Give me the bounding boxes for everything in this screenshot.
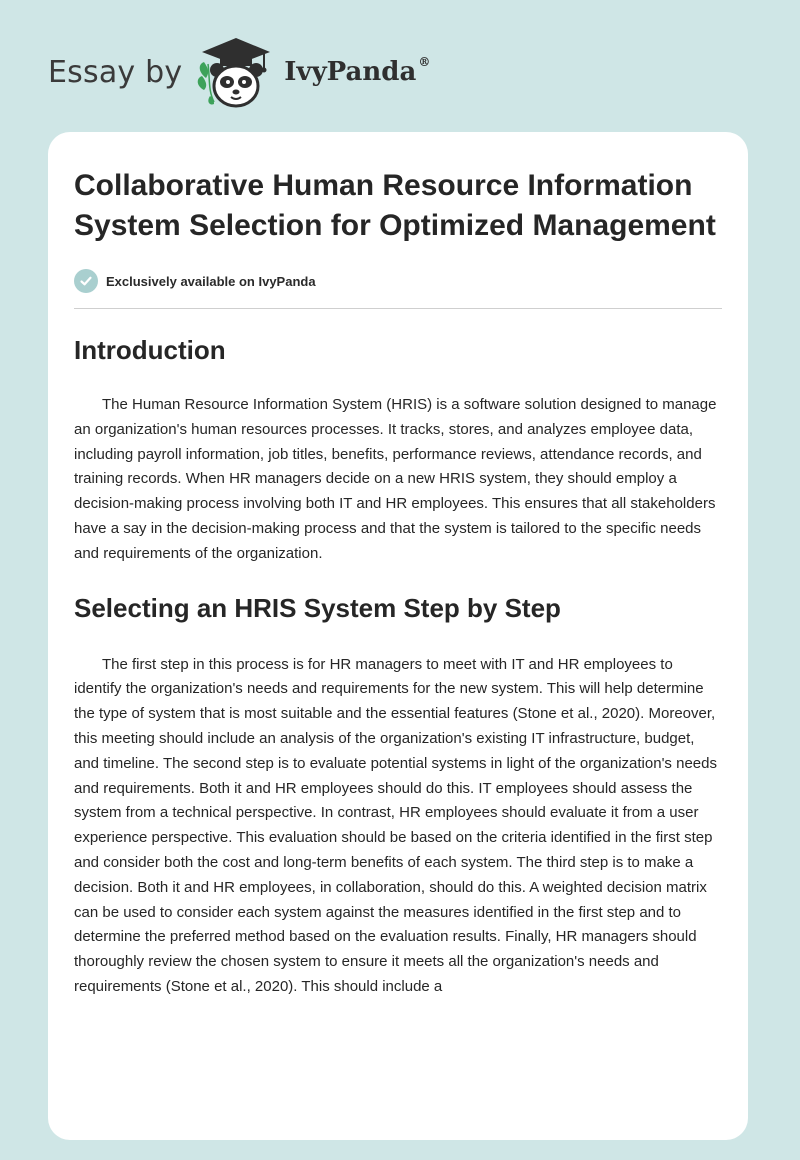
section-heading-introduction: Introduction xyxy=(74,335,226,365)
registered-mark: ® xyxy=(418,55,431,69)
essay-title: Collaborative Human Resource Information System Selection for Optimized Management xyxy=(74,169,716,242)
section-paragraph-selecting: The first step in this process is for HR managers to meet with IT and HR employees to identify the organization's needs and requirements for the new system. This will help determine the type of system that is most suitable and the essential features (Stone et al., 2020). Moreover, this meeting should include an analysis of the organization's existing IT infrastructure, budget, and timeline. The second step is to evaluate potential systems in light of the organization's needs and requirements. Both it and HR employees should do this. IT employees should assess the system from a technical perspective. In contrast, HR employees should evaluate it from a user experience perspective. This evaluation should be based on the criteria identified in the first step and consider both the cost and long-term benefits of each system. The third step is to make a decision. Both it and HR employees, in collaboration, should do this. A weighted decision matrix can be used to consider each system against the measures identified in the first step and to determine the preferred method based on the evaluation results. Finally, HR managers should thoroughly review the chosen system to ensure it meets all the organization's needs and requirements (Stone et al., 2020). This should include a xyxy=(74,655,717,995)
section-paragraph-introduction: The Human Resource Information System (HRIS) is a software solution designed to manage an organization's human resources processes. It tracks, stores, and analyzes employee data, including payroll information, job titles, benefits, performance reviews, attendance records, and training records. When HR managers decide on a new HRIS system, they should employ a decision-making process involving both IT and HR employees. This ensures that all stakeholders have a say in the decision-making process and that the system is tailored to the specific needs and requirements of the organization. xyxy=(74,396,717,562)
exclusive-badge-text: Exclusively available on IvyPanda xyxy=(106,273,316,289)
essay-card xyxy=(48,132,748,1140)
brand-name xyxy=(284,57,430,87)
ivypanda-logo-icon xyxy=(190,34,282,110)
title-divider xyxy=(74,308,722,309)
section-heading-selecting: Selecting an HRIS System Step by Step xyxy=(74,592,561,623)
exclusive-badge xyxy=(74,268,722,294)
brand-name-text: IvyPanda xyxy=(284,57,417,87)
checkmark-icon xyxy=(74,269,98,293)
essay-by-label: Essay by xyxy=(48,54,183,90)
site-brand[interactable] xyxy=(48,34,430,110)
